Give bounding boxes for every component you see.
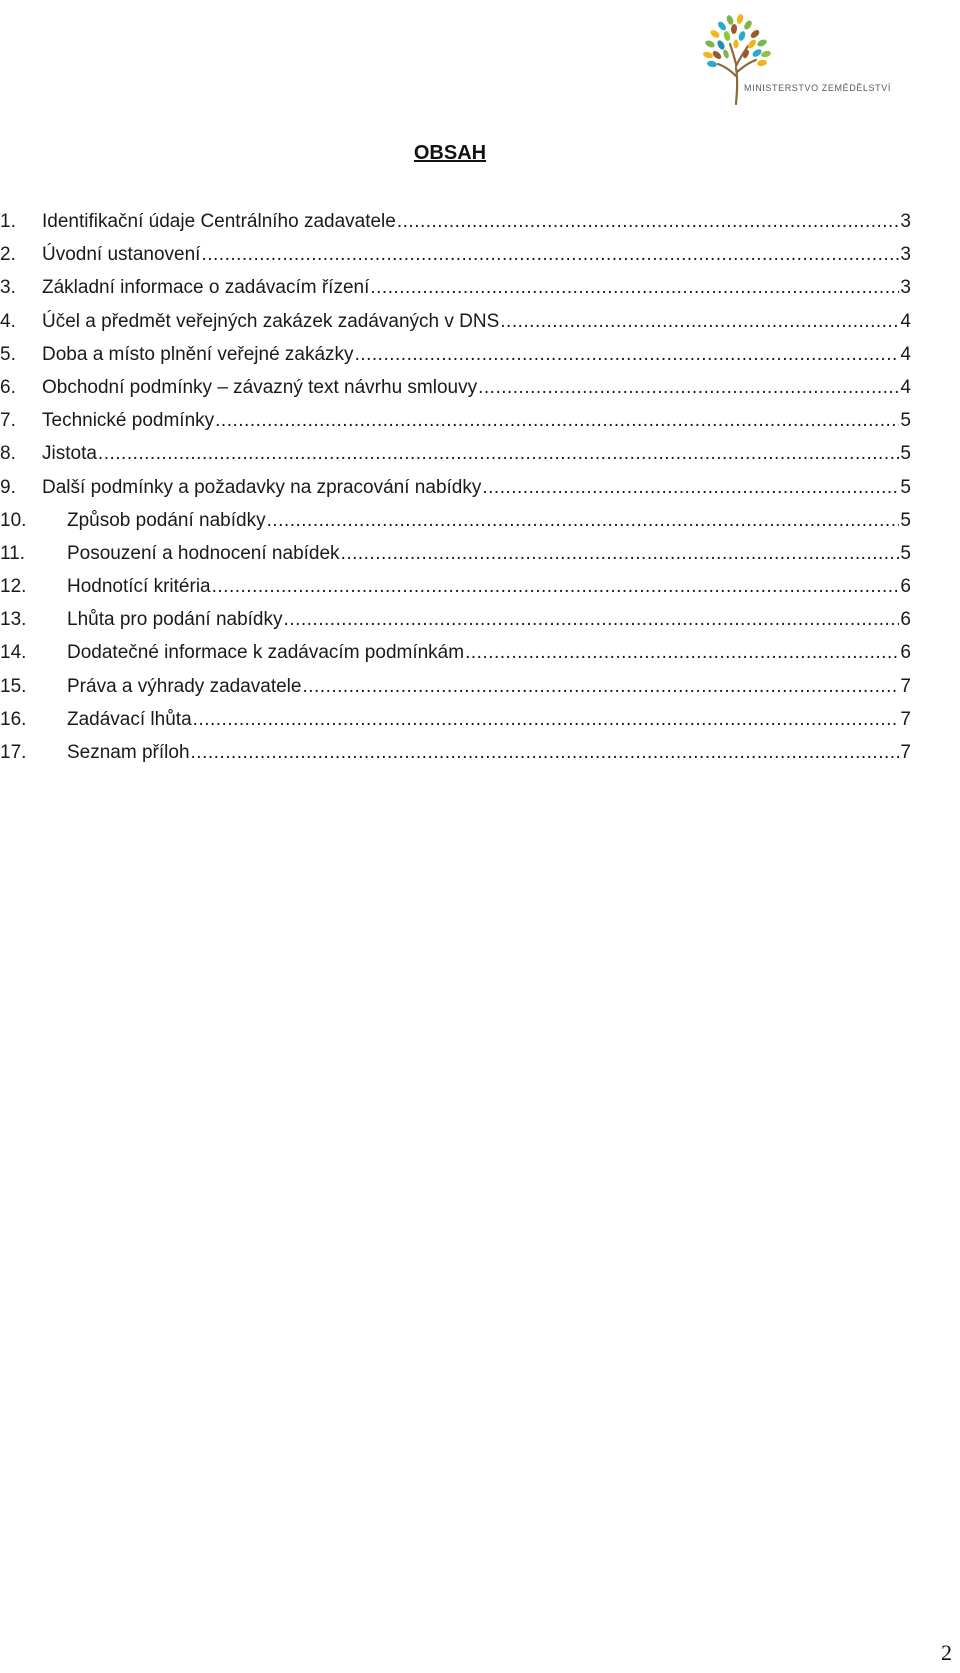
toc-entry-page: 3 xyxy=(900,211,911,232)
toc-entry-title[interactable]: Lhůta pro podání nabídky xyxy=(67,609,283,631)
toc-dot-leader xyxy=(191,736,900,769)
toc-entry[interactable] xyxy=(0,371,911,404)
toc-entry-page: 3 xyxy=(900,277,911,299)
toc-entry-title[interactable]: Jistota xyxy=(42,443,97,465)
toc-entry-page: 7 xyxy=(900,742,911,763)
logo-text: MINISTERSTVO ZEMĚDĚLSTVÍ xyxy=(744,83,891,93)
toc-entry[interactable] xyxy=(0,703,911,736)
toc-entry-title[interactable]: Hodnotící kritéria xyxy=(67,576,211,598)
toc-dot-leader xyxy=(465,636,899,669)
toc-entry[interactable] xyxy=(0,437,911,470)
toc-entry-number: 12. xyxy=(0,576,27,598)
toc-entry-number: 14. xyxy=(0,642,27,664)
toc-dot-leader xyxy=(98,437,900,470)
toc-entry[interactable] xyxy=(0,570,911,603)
toc-entry-number: 7. xyxy=(0,410,16,432)
toc-entry-title[interactable]: Základní informace o zadávacím řízení xyxy=(42,277,370,299)
toc-dot-leader xyxy=(482,471,899,504)
toc-entry-page: 5 xyxy=(900,542,911,564)
toc-dot-leader xyxy=(397,205,900,238)
table-of-contents xyxy=(0,205,911,769)
toc-entry-title[interactable]: Úvodní ustanovení xyxy=(42,244,201,266)
toc-entry-number: 16. xyxy=(0,708,27,730)
toc-entry-number: 9. xyxy=(0,476,16,498)
toc-entry-title[interactable]: Práva a výhrady zadavatele xyxy=(67,675,302,697)
toc-dot-leader xyxy=(370,271,899,304)
toc-dot-leader xyxy=(267,504,900,537)
toc-entry-page: 6 xyxy=(900,609,911,631)
toc-entry-number: 6. xyxy=(0,376,16,398)
toc-dot-leader xyxy=(215,404,899,437)
toc-entry[interactable] xyxy=(0,238,911,271)
toc-entry-title[interactable]: Doba a místo plnění veřejné zakázky xyxy=(42,343,354,365)
toc-entry[interactable] xyxy=(0,504,911,537)
toc-entry-page: 5 xyxy=(900,476,911,498)
toc-entry-page: 4 xyxy=(900,343,911,365)
toc-entry-number: 10. xyxy=(0,509,27,531)
toc-entry-title[interactable]: Účel a předmět veřejných zakázek zadávaných v DNS xyxy=(42,310,500,332)
toc-entry-page: 5 xyxy=(900,509,911,531)
toc-entry-title[interactable]: Způsob podání nabídky xyxy=(67,509,266,531)
toc-entry-page: 6 xyxy=(900,642,911,664)
toc-dot-leader xyxy=(341,537,900,570)
toc-entry-number: 2. xyxy=(0,244,16,266)
toc-entry-page: 7 xyxy=(900,675,911,697)
toc-heading: OBSAH xyxy=(413,142,487,164)
toc-dot-leader xyxy=(193,703,900,736)
toc-entry-number: 17. xyxy=(0,742,27,763)
toc-dot-leader xyxy=(302,670,899,703)
toc-dot-leader xyxy=(284,603,900,636)
toc-entry-page: 6 xyxy=(900,576,911,598)
toc-entry-number: 1. xyxy=(0,211,16,232)
toc-entry-page: 4 xyxy=(900,376,911,398)
toc-entry[interactable] xyxy=(0,271,911,304)
toc-entry-title[interactable]: Technické podmínky xyxy=(42,410,215,432)
toc-entry[interactable] xyxy=(0,670,911,703)
toc-dot-leader xyxy=(500,305,899,338)
toc-entry-title[interactable]: Dodatečné informace k zadávacím podmínkám xyxy=(67,642,465,664)
toc-entry[interactable] xyxy=(0,305,911,338)
page-number: 2 xyxy=(941,1640,952,1665)
toc-entry-number: 13. xyxy=(0,609,27,631)
toc-dot-leader xyxy=(478,371,899,404)
toc-entry-title[interactable]: Obchodní podmínky – závazný text návrhu smlouvy xyxy=(42,376,478,398)
toc-entry[interactable] xyxy=(0,205,911,238)
toc-entry-page: 5 xyxy=(900,443,911,465)
toc-entry[interactable] xyxy=(0,471,911,504)
toc-entry-number: 8. xyxy=(0,443,16,465)
toc-entry-number: 5. xyxy=(0,343,16,365)
toc-dot-leader xyxy=(355,338,900,371)
toc-entry-page: 7 xyxy=(900,708,911,730)
toc-entry[interactable] xyxy=(0,636,911,669)
toc-entry-title[interactable]: Seznam příloh xyxy=(67,742,190,763)
toc-entry-title[interactable]: Další podmínky a požadavky na zpracování nabídky xyxy=(42,476,482,498)
toc-entry[interactable] xyxy=(0,338,911,371)
toc-entry[interactable] xyxy=(0,537,911,570)
toc-entry-number: 11. xyxy=(0,542,26,564)
toc-entry[interactable] xyxy=(0,736,911,769)
toc-entry-page: 5 xyxy=(900,410,911,432)
toc-entry-number: 15. xyxy=(0,675,27,697)
ministry-logo xyxy=(696,14,906,108)
toc-entry-number: 3. xyxy=(0,277,16,299)
toc-entry[interactable] xyxy=(0,603,911,636)
toc-entry-page: 3 xyxy=(900,244,911,266)
toc-entry-title[interactable]: Zadávací lhůta xyxy=(67,708,192,730)
toc-dot-leader xyxy=(212,570,900,603)
toc-entry-title[interactable]: Posouzení a hodnocení nabídek xyxy=(67,542,340,564)
toc-entry-number: 4. xyxy=(0,310,16,332)
toc-entry[interactable] xyxy=(0,404,911,437)
toc-dot-leader xyxy=(201,238,899,271)
toc-entry-page: 4 xyxy=(900,310,911,332)
toc-entry-title[interactable]: Identifikační údaje Centrálního zadavatele xyxy=(42,211,396,232)
